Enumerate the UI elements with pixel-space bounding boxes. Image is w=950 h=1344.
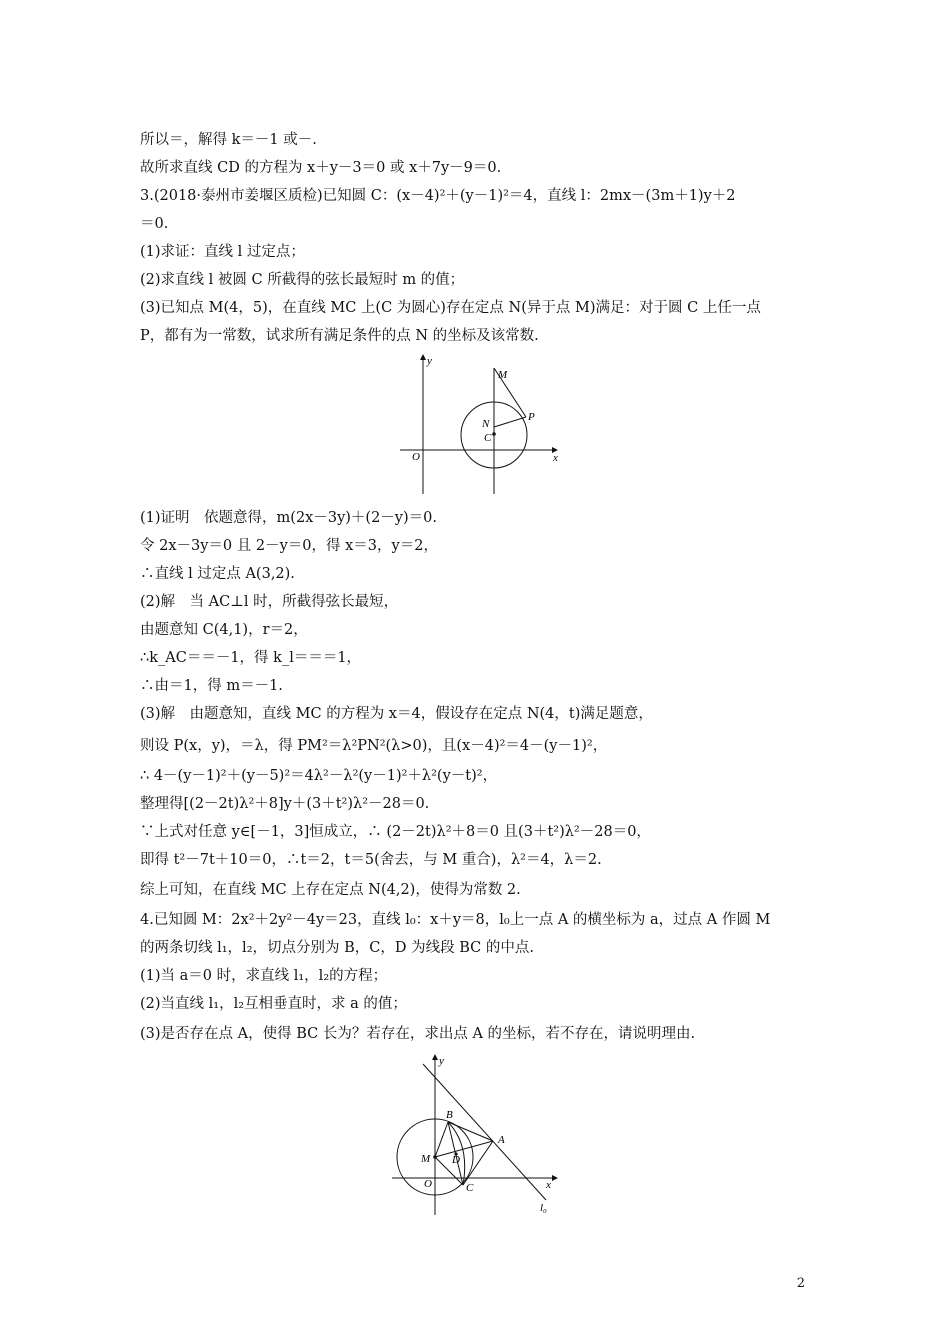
figure-circle-c <box>390 350 570 495</box>
text-line: 故所求直线 CD 的方程为 x＋y－3＝0 或 x＋7y－9＝0. <box>140 160 502 176</box>
axis-label-x: x <box>546 1179 551 1191</box>
text-line: 3.(2018·泰州市姜堰区质检)已知圆 C：(x－4)²＋(y－1)²＝4，直线 l：2mx－(3m＋1)y＋2 <box>140 188 736 204</box>
origin-label: O <box>412 451 420 463</box>
text-line: (1)证明 依题意得，m(2x－3y)＋(2－y)＝0. <box>140 510 437 526</box>
text-line: 即得 t²－7t＋10＝0，∴t＝2，t＝5(舍去，与 M 重合)，λ²＝4，λ＝2. <box>140 852 602 868</box>
point-label-d: D <box>452 1154 460 1166</box>
text-line: 由题意知 C(4,1)，r＝2， <box>140 622 308 638</box>
line-label-l0: l₀ <box>540 1202 547 1214</box>
text-line: (2)求直线 l 被圆 C 所截得的弦长最短时 m 的值； <box>140 272 465 288</box>
point-label-a: A <box>498 1134 505 1146</box>
text-line: P，都有为一常数，试求所有满足条件的点 N 的坐标及该常数. <box>140 328 539 344</box>
text-line: 令 2x－3y＝0 且 2－y＝0，得 x＝3，y＝2， <box>140 538 438 554</box>
point-label-m: M <box>421 1153 431 1165</box>
text-line: 整理得[(2－2t)λ²＋8]y＋(3＋t²)λ²－28＝0. <box>140 796 430 812</box>
text-line: 的两条切线 l₁，l₂，切点分别为 B，C，D 为线段 BC 的中点. <box>140 940 534 956</box>
text-line: (3)解 由题意知，直线 MC 的方程为 x＝4，假设存在定点 N(4，t)满足题意， <box>140 706 653 722</box>
text-line: ∴直线 l 过定点 A(3,2). <box>140 566 295 582</box>
text-line: ＝0. <box>140 216 169 232</box>
axis-label-x: x <box>553 452 558 464</box>
text-line: (2)当直线 l₁，l₂互相垂直时，求 a 的值； <box>140 996 407 1012</box>
text-line: 所以＝，解得 k＝－1 或－. <box>140 132 317 148</box>
origin-label: O <box>424 1178 432 1190</box>
point-label-m: M <box>498 369 508 381</box>
text-line: 综上可知，在直线 MC 上存在定点 N(4,2)，使得为常数 2. <box>140 882 521 898</box>
text-line: (1)当 a＝0 时，求直线 l₁，l₂的方程； <box>140 968 388 984</box>
text-line: 4.已知圆 M：2x²＋2y²－4y＝23，直线 l₀：x＋y＝8，l₀上一点 A 的横坐标为 a，过点 A 作圆 M <box>140 912 771 928</box>
text-line: ∴k_AC＝＝－1，得 k_l＝＝＝1， <box>140 650 362 666</box>
point-label-p: P <box>528 411 535 423</box>
text-line: (1)求证：直线 l 过定点； <box>140 244 305 260</box>
axis-label-y: y <box>439 1055 444 1067</box>
axis-label-y: y <box>427 355 432 367</box>
text-line: ∴ 4－(y－1)²＋(y－5)²＝4λ²－λ²(y－1)²＋λ²(y－t)²， <box>140 768 498 784</box>
text-line: 则设 P(x，y)，＝λ，得 PM²＝λ²PN²(λ>0)，且(x－4)²＝4－(y－1)²， <box>140 738 608 754</box>
text-line: ∴由＝1，得 m＝－1. <box>140 678 283 694</box>
point-label-b: B <box>446 1109 453 1121</box>
text-line: ∵上式对任意 y∈[－1，3]恒成立，∴ (2－2t)λ²＋8＝0 且(3＋t²)λ²－28＝0， <box>140 824 651 840</box>
point-label-c: C <box>484 432 492 444</box>
text-line: (3)已知点 M(4，5)，在直线 MC 上(C 为圆心)存在定点 N(异于点 M)满足：对于圆 C 上任一点 <box>140 300 761 316</box>
text-line: (3)是否存在点 A，使得 BC 长为？若存在，求出点 A 的坐标，若不存在，请说明理由. <box>140 1026 696 1042</box>
point-label-c: C <box>466 1182 474 1194</box>
text-line: (2)解 当 AC⊥l 时，所截得弦长最短， <box>140 594 399 610</box>
page-number: 2 <box>796 1276 805 1291</box>
point-label-n: N <box>482 418 490 430</box>
figure-circle-m <box>390 1050 570 1215</box>
